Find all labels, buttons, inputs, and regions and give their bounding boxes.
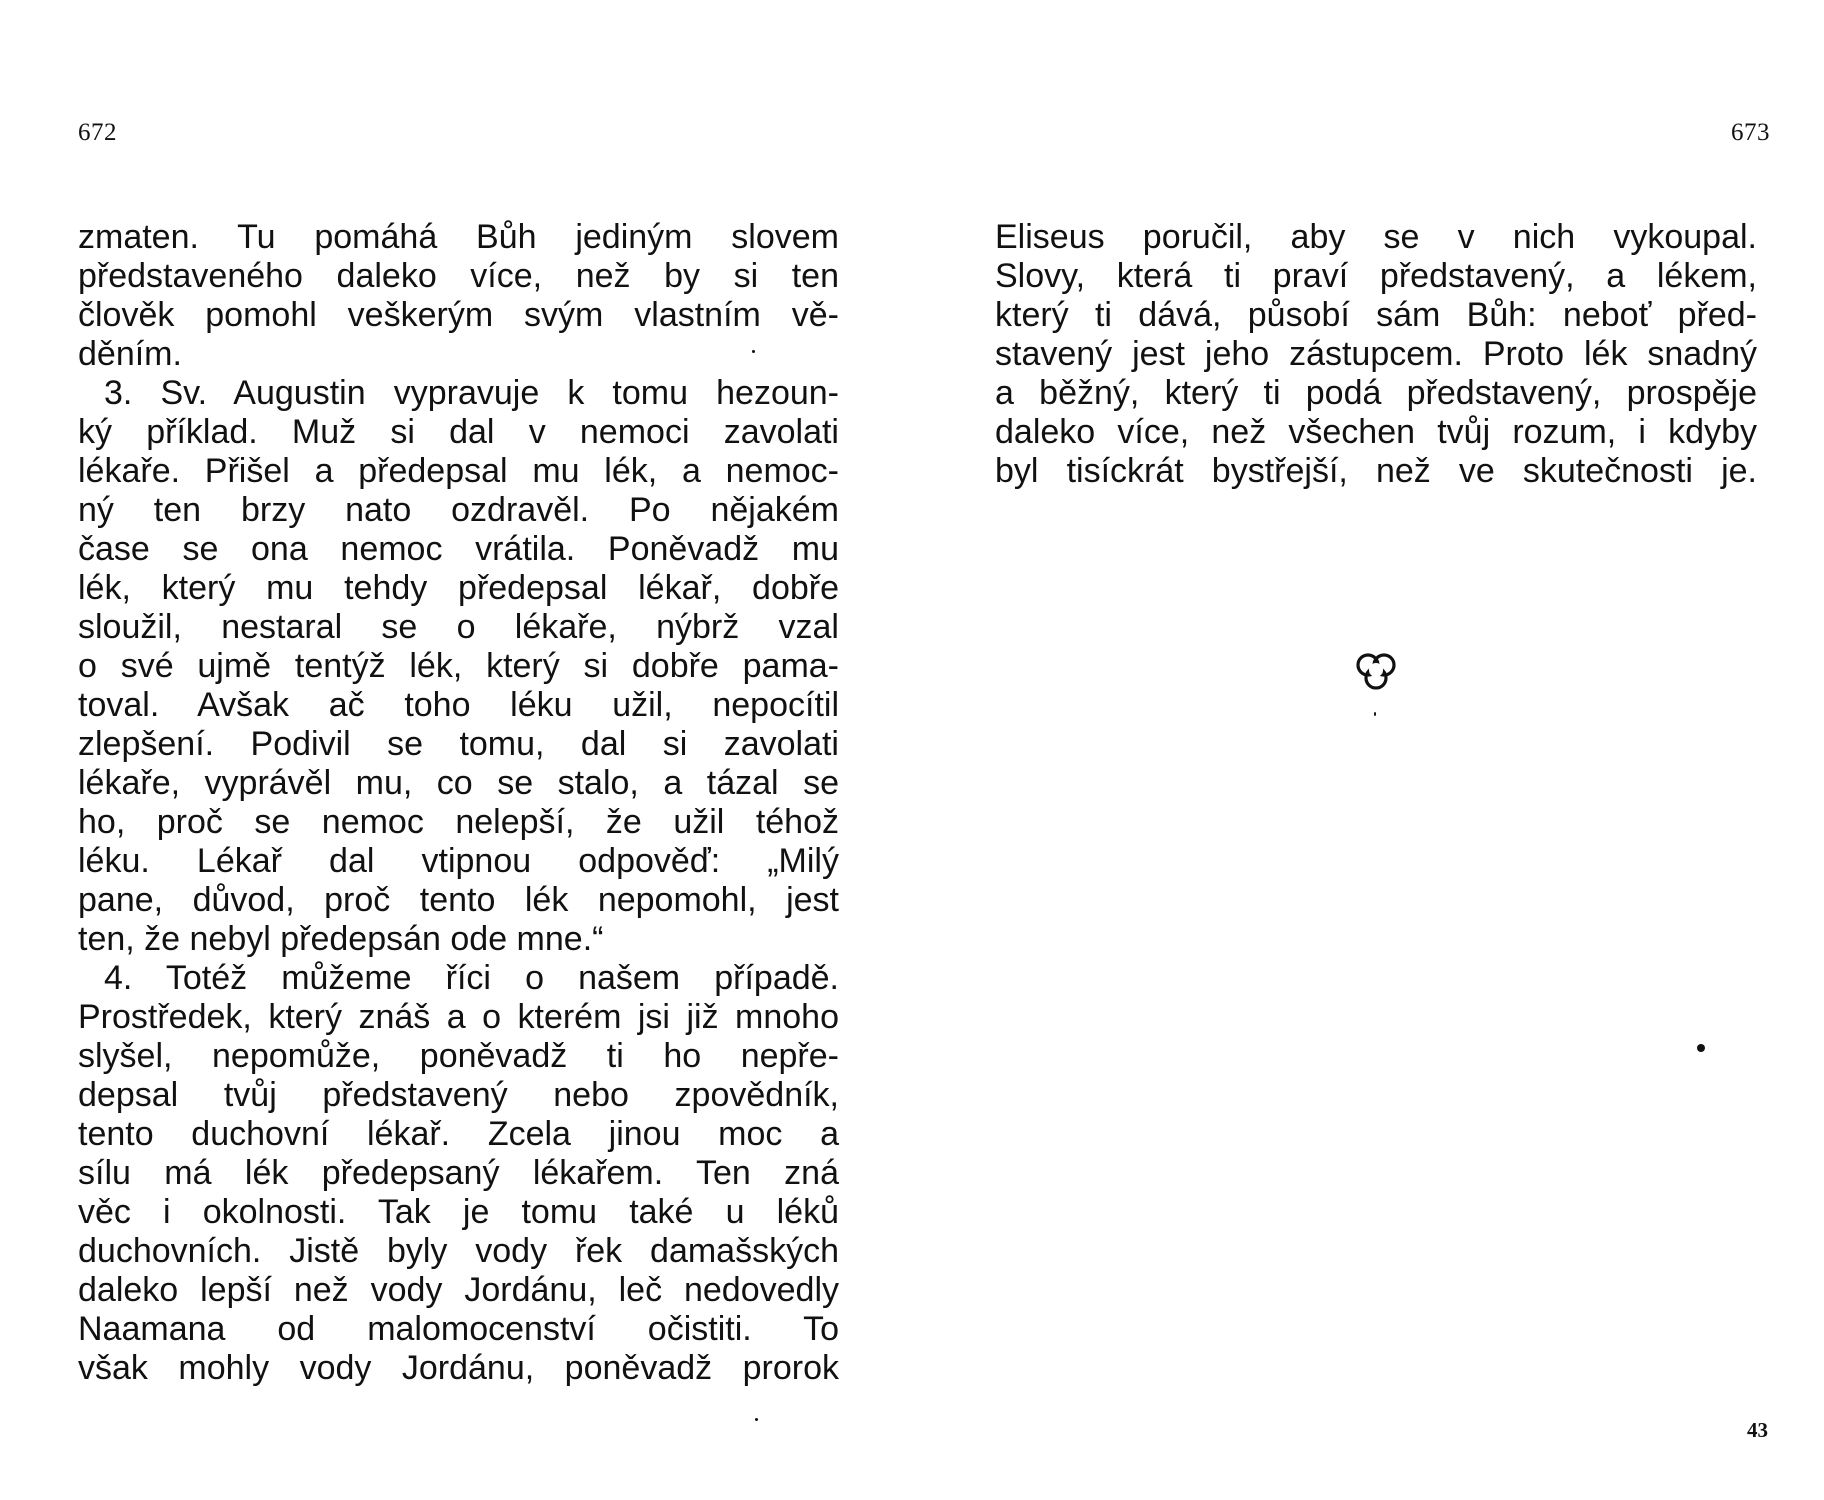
text-line: léku. Lékař dal vtipnou odpověď: „Milý <box>78 842 839 880</box>
left-text-column <box>78 218 839 1388</box>
text-line: ho, proč se nemoc nelepší, že užil téhož <box>78 803 839 841</box>
text-line: představeného daleko více, než by si ten <box>78 257 839 295</box>
text-line: lékaře. Přišel a předepsal mu lék, a nemoc- <box>78 452 839 490</box>
right-text-column <box>995 218 1757 491</box>
text-line: 4. Totéž můžeme říci o našem případě. <box>104 959 839 997</box>
text-line: byl tisíckrát bystřejší, než ve skutečnosti je. <box>995 452 1757 490</box>
print-speck <box>1697 1044 1705 1052</box>
text-line: zmaten. Tu pomáhá Bůh jediným slovem <box>78 218 839 256</box>
text-line: Slovy, která ti praví představený, a lékem, <box>995 257 1757 295</box>
text-line: člověk pomohl veškerým svým vlastním vě- <box>78 296 839 334</box>
text-line: sloužil, nestaral se o lékaře, nýbrž vzal <box>78 608 839 646</box>
print-speck <box>752 350 755 353</box>
text-line: pane, důvod, proč tento lék nepomohl, jest <box>78 881 839 919</box>
text-line: 3. Sv. Augustin vypravuje k tomu hezoun- <box>104 374 839 412</box>
text-line: daleko lepší než vody Jordánu, leč nedovedly <box>78 1271 839 1309</box>
print-speck <box>755 1418 758 1421</box>
signature-mark: 43 <box>1747 1418 1768 1442</box>
trefoil-ornament-icon <box>1352 648 1400 694</box>
text-line: a běžný, který ti podá představený, prospěje <box>995 374 1757 412</box>
text-line: Eliseus poručil, aby se v nich vykoupal. <box>995 218 1757 256</box>
page-number-right: 673 <box>1731 119 1770 146</box>
text-line: daleko více, než všechen tvůj rozum, i kdyby <box>995 413 1757 451</box>
text-line: duchovních. Jistě byly vody řek damašských <box>78 1232 839 1270</box>
text-line: ten, že nebyl předepsán ode mne.“ <box>78 920 604 958</box>
page-number-left: 672 <box>78 119 117 146</box>
text-line: stavený jest jeho zástupcem. Proto lék snadný <box>995 335 1757 373</box>
text-line: ký příklad. Muž si dal v nemoci zavolati <box>78 413 839 451</box>
text-line: však mohly vody Jordánu, poněvadž prorok <box>78 1349 839 1387</box>
text-line: který ti dává, působí sám Bůh: neboť před- <box>995 296 1757 334</box>
text-line: věc i okolnosti. Tak je tomu také u léků <box>78 1193 839 1231</box>
text-line: tento duchovní lékař. Zcela jinou moc a <box>78 1115 839 1153</box>
text-line: zlepšení. Podivil se tomu, dal si zavolati <box>78 725 839 763</box>
text-line: Prostředek, který znáš a o kterém jsi již mnoho <box>78 998 839 1036</box>
text-line: čase se ona nemoc vrátila. Poněvadž mu <box>78 530 839 568</box>
text-line: lékaře, vyprávěl mu, co se stalo, a tázal se <box>78 764 839 802</box>
print-speck <box>1374 712 1376 716</box>
text-line: ný ten brzy nato ozdravěl. Po nějakém <box>78 491 839 529</box>
text-line: děním. <box>78 335 182 373</box>
text-line: o své ujmě tentýž lék, který si dobře pama- <box>78 647 839 685</box>
text-line: sílu má lék předepsaný lékařem. Ten zná <box>78 1154 839 1192</box>
text-line: lék, který mu tehdy předepsal lékař, dobře <box>78 569 839 607</box>
text-line: Naamana od malomocenství očistiti. To <box>78 1310 839 1348</box>
text-line: depsal tvůj představený nebo zpovědník, <box>78 1076 839 1114</box>
text-line: toval. Avšak ač toho léku užil, nepocítil <box>78 686 839 724</box>
text-line: slyšel, nepomůže, poněvadž ti ho nepře- <box>78 1037 839 1075</box>
